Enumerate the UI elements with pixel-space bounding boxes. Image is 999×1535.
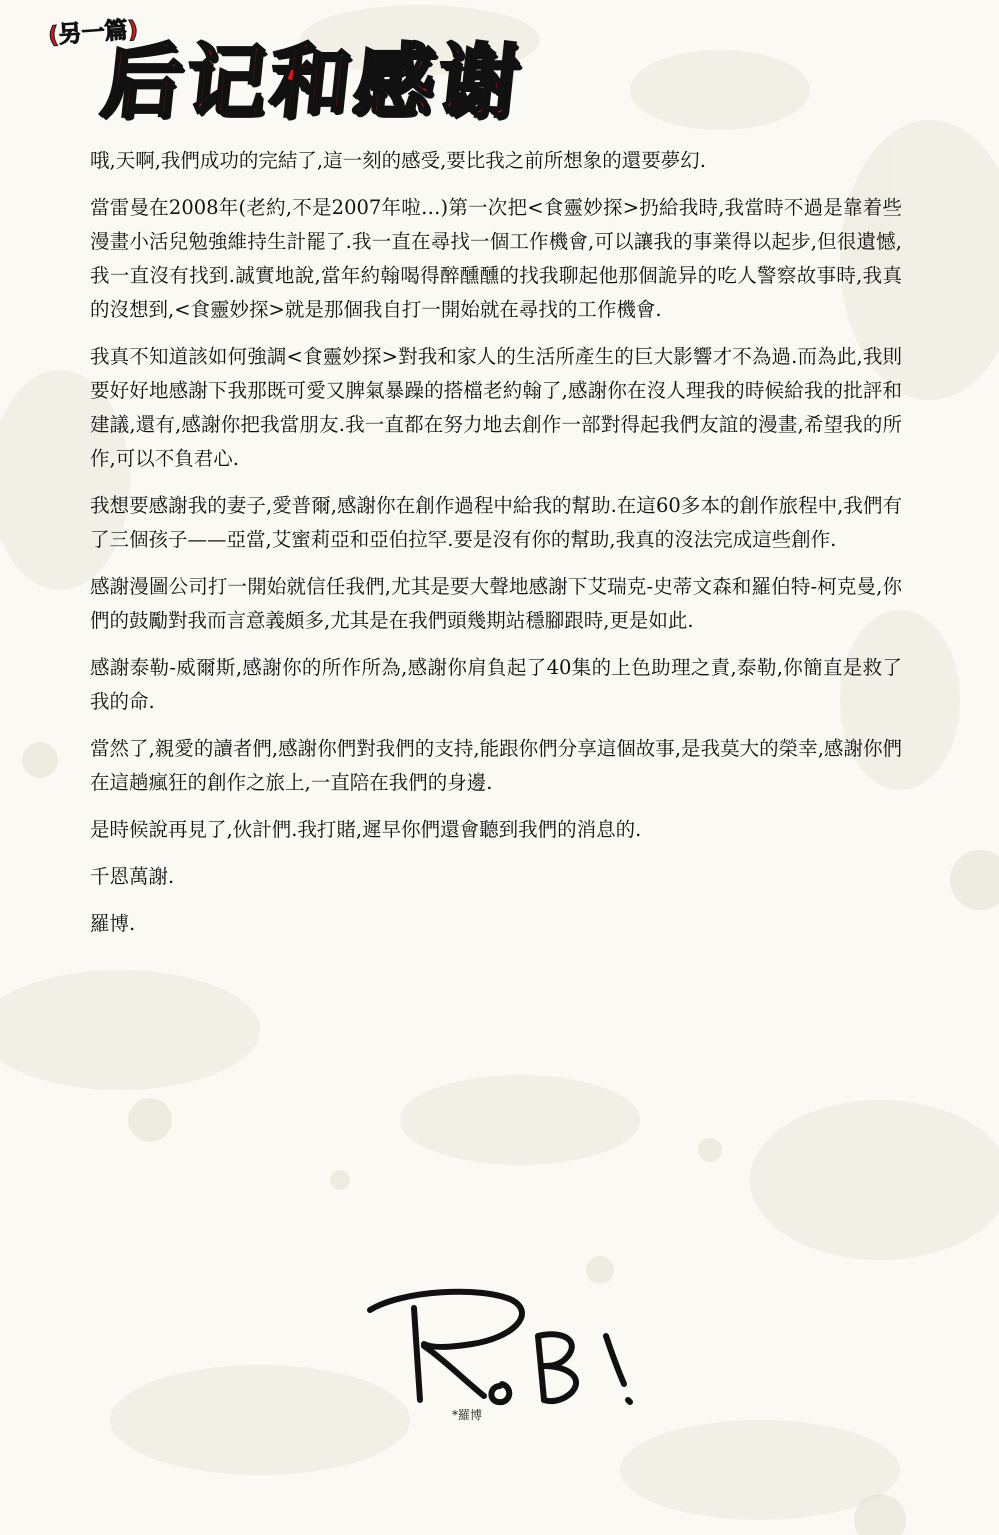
paragraph: 千恩萬謝. xyxy=(90,865,175,888)
title-kicker: (另一篇) xyxy=(47,16,140,50)
paragraph: 我想要感謝我的妻子,愛普爾,感謝你在創作過程中給我的幫助.在這60多本的創作旅程中,我們有了三個孩子——亞當,艾蜜莉亞和亞伯拉罕.要是沒有你的幫助,我真的沒法完成這些創作. xyxy=(90,494,902,551)
signature-note: *羅博 xyxy=(452,1408,483,1422)
paragraph: 感謝泰勒-威爾斯,感謝你的所作所為,感謝你肩負起了40集的上色助理之責,泰勒,你簡直是救了我的命. xyxy=(90,656,902,713)
page-title: 后记和感谢 xyxy=(97,35,527,128)
paragraph: 我真不知道該如何強調<食靈妙探>對我和家人的生活所產生的巨大影響才不為過.而為此,我則要好好地感謝下我那既可愛又脾氣暴躁的搭檔老約翰了,感謝你在沒人理我的時候給我的批評和建議,還有,感謝你把我當朋友.我一直都在努力地去創作一部對得起我們友誼的漫畫,希望我的所作,可以不負君心. xyxy=(90,345,902,470)
paragraph: 當雷曼在2008年(老約,不是2007年啦…)第一次把<食靈妙探>扔給我時,我當時不過是靠着些漫畫小活兒勉強維持生計罷了.我一直在尋找一個工作機會,可以讓我的事業得以起步,但很遺憾,我一直沒有找到.誠實地說,當年約翰喝得醉醺醺的找我聊起他那個詭异的吃人警察故事時,我真的沒想到,<食靈妙探>就是那個我自打一開始就在尋找的工作機會. xyxy=(90,196,902,321)
letter-body xyxy=(90,144,902,954)
paragraph: 感謝漫圖公司打一開始就信任我們,尤其是要大聲地感謝下艾瑞克-史蒂文森和羅伯特-柯克曼,你們的鼓勵對我而言意義頗多,尤其是在我們頭幾期站穩腳跟時,更是如此. xyxy=(90,575,902,632)
page-header xyxy=(44,12,604,132)
paragraph: 當然了,親愛的讀者們,感謝你們對我們的支持,能跟你們分享這個故事,是我莫大的榮幸,感謝你們在這趟瘋狂的創作之旅上,一直陪在我們的身邊. xyxy=(90,737,902,794)
paragraph: 是時候說再見了,伙計們.我打賭,遲早你們還會聽到我們的消息的. xyxy=(90,818,642,841)
paragraph: 哦,天啊,我們成功的完結了,這一刻的感受,要比我之前所想象的還要夢幻. xyxy=(90,149,706,172)
signature-image xyxy=(362,1278,662,1428)
sign-off: 羅博. xyxy=(90,912,136,935)
